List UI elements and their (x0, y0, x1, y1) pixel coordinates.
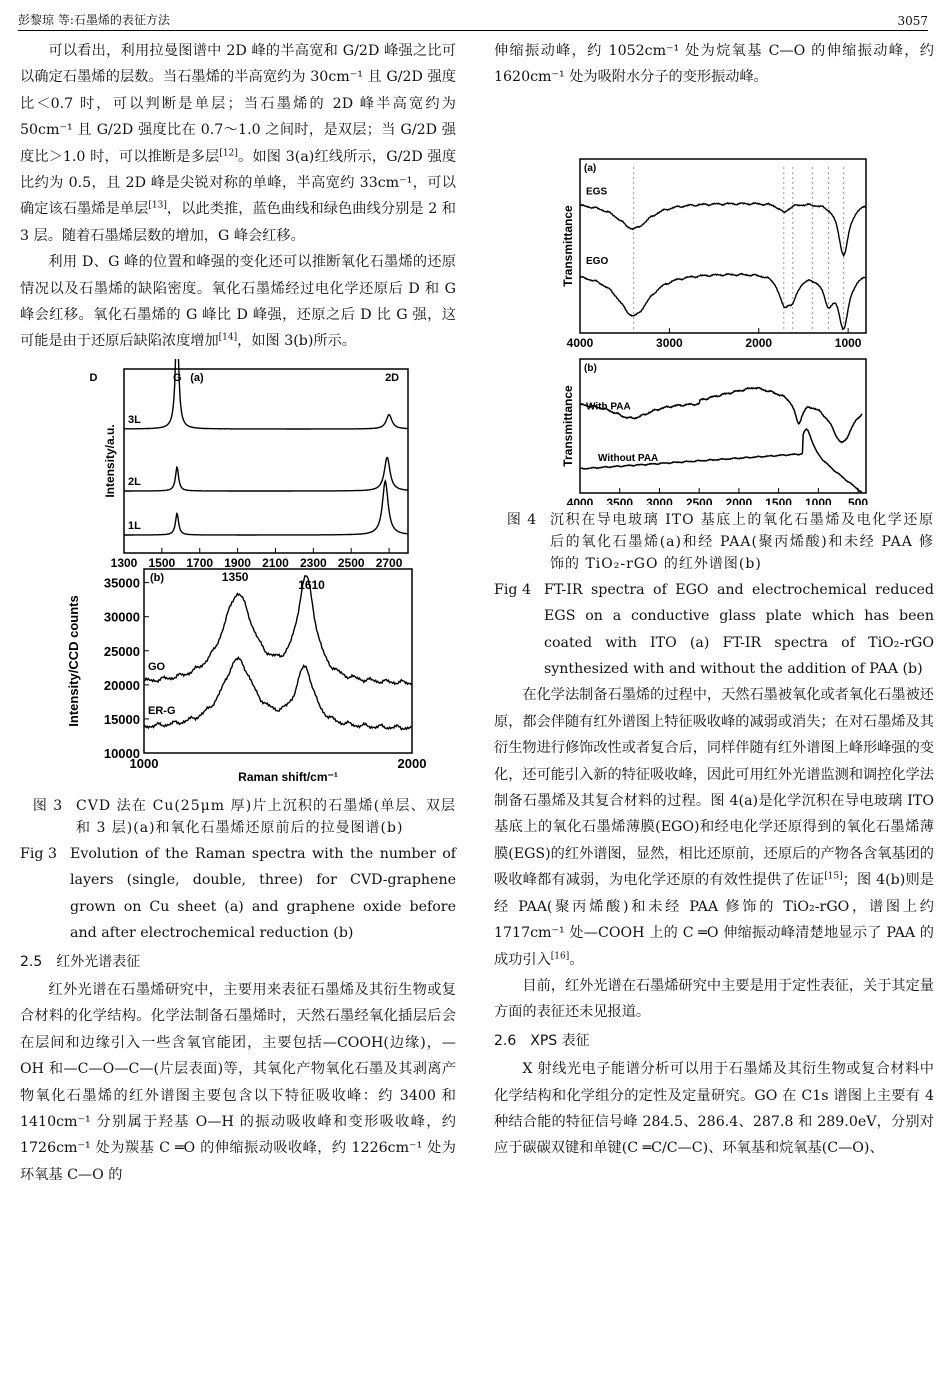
figure-4-caption-cn: 图 4 沉积在导电玻璃 ITO 基底上的氧化石墨烯及电化学还原后的氧化石墨烯(a)和经 PAA(聚丙烯酸)和未经 PAA 修饰的 TiO₂-rGO 的红外谱图(b) (506, 511, 934, 572)
panel-b-frame (144, 569, 412, 753)
peak-label: 2D (385, 371, 400, 384)
x-tick-label: 2300 (299, 555, 327, 570)
paragraph-reduction: 利用 D、G 峰的位置和峰强的变化还可以推断氧化石墨烯的还原情况以及石墨烯的缺陷密度。氧化石墨烯经过电化学还原后 D 和 G 峰会红移。氧化石墨烯的 G 峰比 D 峰强，还原之后 D 比 G 强，这可能是由于还原后缺陷浓度增加[14]，如图 3(b)所示。 (20, 254, 456, 350)
running-header (18, 6, 928, 31)
x-tick-label: 1500 (148, 555, 176, 570)
x-tick-label: 500 (848, 495, 869, 505)
x-tick-label: 1000 (804, 495, 832, 505)
x-tick-label: 2000 (397, 755, 427, 771)
series-label: EGS (586, 186, 608, 198)
series-label: 2L (128, 475, 141, 488)
raman-a-series-line (124, 457, 408, 491)
left-column (20, 38, 456, 1188)
section-2-5-heading: 2.5 红外光谱表征 (20, 953, 141, 970)
panel-label: (b) (584, 362, 597, 374)
x-tick-label: 1000 (129, 755, 159, 771)
x-tick-label: 2500 (337, 555, 365, 570)
x-axis-label: Raman shift/cm⁻¹ (238, 769, 338, 784)
x-tick-label: 4000 (566, 495, 594, 505)
peak-annotation: 1610 (298, 577, 325, 592)
x-tick-label: 3000 (656, 335, 683, 350)
x-tick-label: 2700 (375, 555, 403, 570)
series-label: 1L (128, 519, 141, 532)
raman-b-series-line (144, 576, 412, 685)
x-tick-label: 3500 (606, 495, 634, 505)
paragraph-ir-monitor: 在化学法制备石墨烯的过程中，天然石墨被氧化或者氧化石墨被还原，都会伴随有红外谱图上特征吸收峰的减弱或消失；在对石墨烯及其衍生物进行修饰改性或者复合后，同样伴随有红外谱图上峰形峰强的变化，还可能引入新的特征吸收峰，因此可用红外光谱监测和调控化学法制备石墨烯及其复合材料的过程。图 4(a)是化学沉积在导电玻璃 ITO 基底上的氧化石墨烯薄膜(EGO)和经电化学还原得到的氧化石墨烯薄膜(EGS)的红外谱图，显然，相比还原前，还原后的产物各含氧基团的吸收峰都有减弱，为电化学还原的有效性提供了佐证[15]；图 4(b)则是经 PAA(聚丙烯酸)和未经 PAA 修饰的 TiO₂-rGO，谱图上约 1717cm⁻¹ 处—COOH 上的 C ═O 伸缩振动峰清楚地显示了 PAA 的成功引入[16]。 (494, 687, 934, 968)
ftir-a-series-line (580, 273, 866, 329)
x-tick-label: 4000 (566, 335, 594, 350)
panel-label: (a) (584, 162, 597, 174)
x-tick-label: 1300 (110, 555, 138, 570)
panel-a-frame (124, 369, 408, 553)
y-tick-label: 20000 (103, 677, 140, 693)
raman-a-series-line (124, 481, 408, 535)
figure-3 (20, 359, 456, 791)
page-number: 3057 (897, 14, 928, 28)
paragraph-layers: 可以看出，利用拉曼图谱中 2D 峰的半高宽和 G/2D 峰强之比可以确定石墨烯的层数。当石墨烯的半高宽约为 30cm⁻¹ 且 G/2D 强度比＜0.7 时，可以判断是单层；当石墨烯的 2D 峰半高宽约为 50cm⁻¹ 且 G/2D 强度比在 0.7～1.0 之间时，是双层；当 G/2D 强度比＞1.0 时，可以推断是多层[12]。如图 3(a)红线所示，G/2D 强度比约为 0.5，且 2D 峰是尖锐对称的单峰，半高宽约 33cm⁻¹，可以确定该石墨烯是单层[13]，以此类推，蓝色曲线和绿色曲线分别是 2 和 3 层。随着石墨烯层数的增加，G 峰会红移。 (20, 43, 457, 244)
peak-annotation: 1350 (221, 569, 249, 584)
paragraph-ir-cont: 伸缩振动峰，约 1052cm⁻¹ 处为烷氧基 C—O 的伸缩振动峰，约 1620cm⁻¹ 处为吸附水分子的变形振动峰。 (494, 43, 934, 86)
paragraph-ir-outlook: 目前，红外光谱在石墨烯研究中主要是用于定性表征，关于其定量方面的表征还未见报道。 (494, 977, 934, 1021)
y-tick-label: 30000 (103, 609, 140, 625)
section-2-6-heading: 2.6 XPS 表征 (494, 1032, 590, 1049)
panel-label: (a) (190, 371, 204, 384)
series-label: GO (148, 660, 166, 673)
y-axis-label: Intensity/a.u. (103, 424, 117, 498)
series-label: 3L (128, 413, 141, 426)
y-tick-label: 10000 (103, 745, 140, 761)
panel-b-frame (580, 359, 866, 493)
y-tick-label: 25000 (103, 643, 140, 659)
figure-4 (494, 93, 934, 505)
paragraph-xps: X 射线光电子能谱分析可以用于石墨烯及其衍生物或复合材料中化学结构和化学组分的定性及定量研究。GO 在 C1s 谱图上主要有 4 种结合能的特征信号峰 284.5、286.4、287.8 和 289.0eV，分别对应于碳碳双键和单键(C ═C/C—C)、环氧基和烷氧基(C—O)、 (494, 1061, 934, 1157)
right-column (494, 38, 934, 1162)
raman-chart (20, 359, 456, 791)
x-tick-label: 1000 (834, 335, 862, 350)
series-label: ER-G (148, 705, 176, 718)
y-axis-label: Transmittance (561, 385, 575, 467)
ftir-b-series-line (580, 387, 862, 442)
y-axis-label: Transmittance (561, 205, 575, 287)
peak-label: G (173, 371, 182, 384)
x-tick-label: 2100 (262, 555, 289, 570)
series-label: Without PAA (598, 452, 659, 464)
y-tick-label: 15000 (103, 711, 140, 727)
ftir-chart (494, 93, 934, 505)
ftir-a-series-line (580, 203, 866, 256)
panel-label: (b) (150, 571, 165, 584)
peak-label: D (89, 371, 98, 384)
raman-b-series-line (144, 657, 412, 729)
series-label: EGO (586, 255, 609, 267)
paragraph-ir-intro: 红外光谱在石墨烯研究中，主要用来表征石墨烯及其衍生物或复合材料的化学结构。化学法制备石墨烯时，天然石墨经氧化插层后会在层间和边缘引入一些含氧官能团，主要包括—COOH(边缘)，—OH 和—C—O—C—(片层表面)等，其氧化产物氧化石墨及其剥离产物氧化石墨烯的红外谱图主要包含以下特征吸收峰：约 3400 和 1410cm⁻¹ 分别属于羟基 O—H 的振动吸收峰和变形吸收峰，约 1726cm⁻¹ 处为羰基 C ═O 的伸缩振动吸收峰，约 1226cm⁻¹ 处为环氧基 C—O 的 (20, 981, 456, 1183)
x-tick-label: 2000 (725, 495, 753, 505)
header-authors-title: 彭黎琼 等:石墨烯的表征方法 (18, 13, 170, 27)
figure-3-caption-cn: 图 3 CVD 法在 Cu(25μm 厚)片上沉积的石墨烯(单层、双层和 3 层)(a)和氧化石墨烯还原前后的拉曼图谱(b) (32, 797, 456, 836)
x-tick-label: 2500 (685, 495, 713, 505)
x-tick-label: 2000 (745, 335, 773, 350)
y-tick-label: 35000 (103, 575, 140, 591)
y-axis-label: Intensity/CCD counts (66, 595, 81, 727)
series-label: With PAA (586, 401, 631, 413)
figure-4-caption-en: Fig 4 FT-IR spectra of EGO and electrochemical reduced EGS on a conductive glass plate which has been coated with ITO (a) FT-IR spectra of TiO₂-rGO synthesized with and without the addition of PAA (b) (494, 581, 934, 678)
figure-3-caption-en: Fig 3 Evolution of the Raman spectra with the number of layers (single, double, three) for CVD-graphene grown on Cu sheet (a) and graphene oxide before and after electrochemical reduction (b) (20, 845, 456, 942)
x-tick-label: 1700 (186, 555, 214, 570)
x-tick-label: 1900 (224, 555, 251, 570)
x-tick-label: 3000 (646, 495, 673, 505)
x-tick-label: 1500 (765, 495, 792, 505)
panel-a-frame (580, 159, 866, 333)
